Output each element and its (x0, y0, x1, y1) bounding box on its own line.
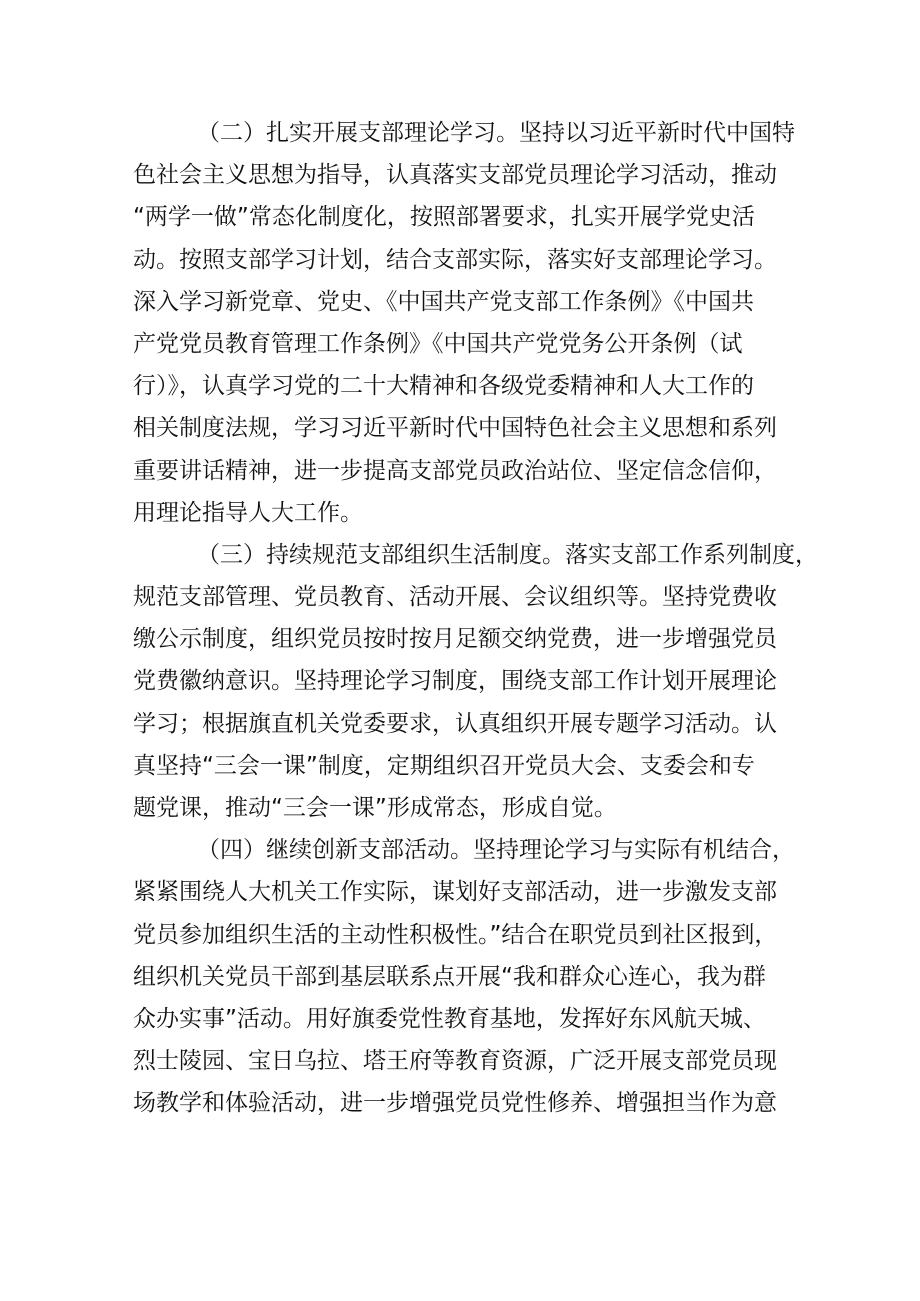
paragraph-line: “两学一做”常态化制度化，按照部署要求，扎实开展学党史活 (133, 204, 755, 231)
paragraph-line: 题党课，推动“三会一课”形成常态，形成自觉。 (133, 795, 617, 821)
paragraph-line: 组织机关党员干部到基层联系点开展“我和群众心连心，我为群 (133, 963, 766, 990)
paragraph-line: 相关制度法规，学习习近平新时代中国特色社会主义思想和系列 (133, 415, 777, 442)
paragraph-line: 真坚持“三会一课”制度，定期组织召开党员大会、支委会和专 (133, 752, 755, 779)
paragraph-line: （二）扎实开展支部理论学习。坚持以习近平新时代中国特 (197, 120, 795, 146)
paragraph-line: 行）》，认真学习党的二十大精神和各级党委精神和人大工作的 (133, 373, 754, 400)
paragraph-section-4 (133, 829, 805, 1124)
paragraph-line: （三）持续规范支部组织生活制度。落实支部工作系列制度， (197, 541, 818, 568)
paragraph-line: 党费徽纳意识。坚持理论学习制度，围绕支部工作计划开展理论 (133, 668, 777, 695)
paragraph-line: 场教学和体验活动，进一步增强党员党性修养、增强担当作为意 (133, 1090, 777, 1117)
paragraph-section-2 (133, 112, 805, 534)
paragraph-line: 缴公示制度，组织党员按时按月足额交纳党费，进一步增强党员 (133, 626, 777, 653)
paragraph-line: 学习；根据旗直机关党委要求，认真组织开展专题学习活动。认 (133, 710, 777, 737)
paragraph-line: 色社会主义思想为指导，认真落实支部党员理论学习活动，推动 (133, 162, 777, 189)
paragraph-line: 规范支部管理、党员教育、活动开展、会议组织等。坚持党费收 (133, 584, 777, 611)
paragraph-line: 众办实事”活动。用好旗委党性教育基地，发挥好东风航天城、 (133, 1005, 766, 1032)
paragraph-line: 烈士陵园、宝日乌拉、塔王府等教育资源，广泛开展支部党员现 (133, 1048, 777, 1075)
paragraph-line: 动。按照支部学习计划，结合支部实际，落实好支部理论学习。 (133, 246, 777, 273)
paragraph-line: 紧紧围绕人大机关工作实际，谋划好支部活动，进一步激发支部 (133, 879, 777, 906)
paragraph-line: （四）继续创新支部活动。坚持理论学习与实际有机结合， (197, 837, 795, 864)
paragraph-line: 重要讲话精神，进一步提高支部党员政治站位、坚定信念信仰， (133, 457, 777, 484)
paragraph-line: 用理论指导人大工作。 (133, 499, 363, 526)
paragraph-line: 深入学习新党章、党史、《中国共产党支部工作条例》《中国共 (133, 288, 754, 315)
document-body (133, 112, 818, 1125)
paragraph-section-3 (133, 534, 818, 829)
paragraph-line: 产党党员教育管理工作条例》《中国共产党党务公开条例（试 (133, 330, 743, 357)
paragraph-line: 党员参加组织生活的主动性积极性。”结合在职党员到社区报到， (133, 921, 778, 948)
